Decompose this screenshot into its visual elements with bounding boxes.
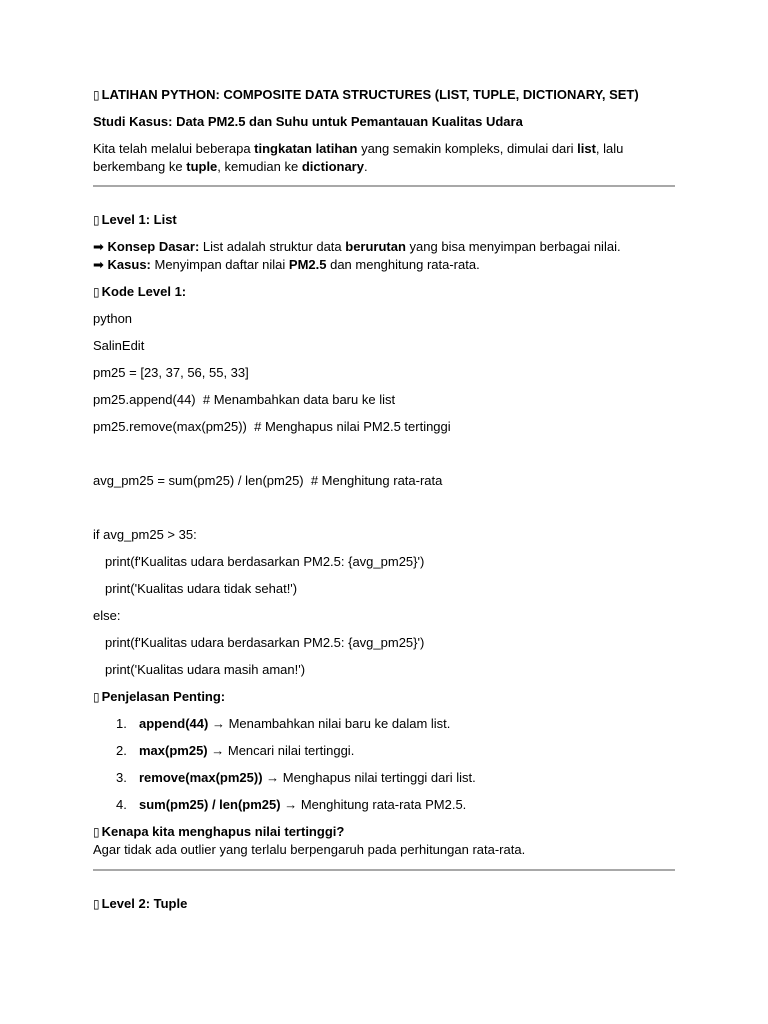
copy-edit-button[interactable]: SalinEdit <box>93 338 145 353</box>
code-blank-line <box>93 499 675 517</box>
intro-text-5: . <box>363 159 368 174</box>
concept-text-1: List adalah struktur data <box>199 239 346 254</box>
list-item-code: max(pm25) <box>139 743 208 758</box>
intro-bold-2: list <box>577 141 596 156</box>
concept-line <box>93 238 675 256</box>
list-item-text: → Menghapus nilai tertinggi dari list. <box>262 770 476 785</box>
placeholder-box-icon: ▯ <box>93 825 100 839</box>
case-line <box>93 256 675 274</box>
list-item-code: sum(pm25) / len(pm25) <box>139 797 281 812</box>
code-line-3: pm25.remove(max(pm25)) # Menghapus nilai PM2.5 tertinggi <box>93 419 451 434</box>
list-item-text: → Menambahkan nilai baru ke dalam list. <box>208 716 451 731</box>
intro-text-2: yang semakin kompleks, dimulai dari <box>357 141 578 156</box>
list-item-code: append(44) <box>139 716 209 731</box>
horizontal-divider <box>93 185 675 187</box>
code-line-6: print(f'Kualitas udara berdasarkan PM2.5: {avg_pm25}') <box>105 554 425 569</box>
list-item-text: → Mencari nilai tertinggi. <box>207 743 355 758</box>
code-line-9: print(f'Kualitas udara berdasarkan PM2.5: {avg_pm25}') <box>105 635 425 650</box>
why-heading-text: Kenapa kita menghapus nilai tertinggi? <box>101 824 345 839</box>
case-study-text: Studi Kasus: Data PM2.5 dan Suhu untuk Pemantauan Kualitas Udara <box>93 114 523 129</box>
code-blank-line <box>93 445 675 463</box>
level2-heading-text: Level 2: Tuple <box>101 896 188 911</box>
concept-label: Konsep Dasar: <box>107 239 200 254</box>
list-item <box>93 715 675 733</box>
code-line-10: print('Kualitas udara masih aman!') <box>105 662 306 677</box>
code-line-7: print('Kualitas udara tidak sehat!') <box>105 581 298 596</box>
intro-text-1: Kita telah melalui beberapa <box>93 141 255 156</box>
code-line-4: avg_pm25 = sum(pm25) / len(pm25) # Menghitung rata-rata <box>93 473 443 488</box>
code-line-5: if avg_pm25 > 35: <box>93 527 197 542</box>
code-line-8: else: <box>93 608 121 623</box>
case-bold: PM2.5 <box>288 257 327 272</box>
list-item-text: → Menghitung rata-rata PM2.5. <box>280 797 467 812</box>
document-page <box>93 86 675 922</box>
arrow-right-icon: ➡ <box>93 257 104 272</box>
concept-bold: berurutan <box>345 239 406 254</box>
list-number: 2. <box>116 743 127 758</box>
list-item <box>93 742 675 760</box>
explain-heading-text: Penjelasan Penting: <box>101 689 226 704</box>
list-number: 1. <box>116 716 127 731</box>
list-item <box>93 769 675 787</box>
title-text: LATIHAN PYTHON: COMPOSITE DATA STRUCTURES (LIST, TUPLE, DICTIONARY, SET) <box>101 87 639 102</box>
intro-bold-3: tuple <box>186 159 218 174</box>
level1-heading-text: Level 1: List <box>101 212 177 227</box>
placeholder-box-icon: ▯ <box>93 88 100 102</box>
horizontal-divider <box>93 869 675 871</box>
intro-text-3: , lalu berkembang ke <box>93 141 624 174</box>
case-study-heading <box>93 113 675 131</box>
explain-list <box>93 715 675 814</box>
list-item <box>93 796 675 814</box>
level2-heading <box>93 895 675 913</box>
explain-heading <box>93 688 675 706</box>
why-answer: Agar tidak ada outlier yang terlalu berpengaruh pada perhitungan rata-rata. <box>93 842 526 857</box>
case-text-1: Menyimpan daftar nilai <box>150 257 289 272</box>
level1-heading <box>93 211 675 229</box>
document-title <box>93 86 675 104</box>
placeholder-box-icon: ▯ <box>93 213 100 227</box>
placeholder-box-icon: ▯ <box>93 285 100 299</box>
list-number: 4. <box>116 797 127 812</box>
placeholder-box-icon: ▯ <box>93 897 100 911</box>
case-text-2: dan menghitung rata-rata. <box>326 257 480 272</box>
placeholder-box-icon: ▯ <box>93 690 100 704</box>
intro-bold-4: dictionary <box>301 159 364 174</box>
code-line-1: pm25 = [23, 37, 56, 55, 33] <box>93 365 249 380</box>
intro-paragraph <box>93 140 633 176</box>
why-heading <box>93 823 675 841</box>
code-line-2: pm25.append(44) # Menambahkan data baru ke list <box>93 392 396 407</box>
concept-text-2: yang bisa menyimpan berbagai nilai. <box>405 239 621 254</box>
intro-bold-1: tingkatan latihan <box>254 141 358 156</box>
arrow-right-icon: ➡ <box>93 239 104 254</box>
code-heading-text: Kode Level 1: <box>101 284 187 299</box>
intro-text-4: , kemudian ke <box>217 159 302 174</box>
case-label: Kasus: <box>107 257 151 272</box>
code-language-label: python <box>93 311 133 326</box>
code-heading <box>93 283 675 301</box>
list-item-code: remove(max(pm25)) <box>139 770 263 785</box>
list-number: 3. <box>116 770 127 785</box>
